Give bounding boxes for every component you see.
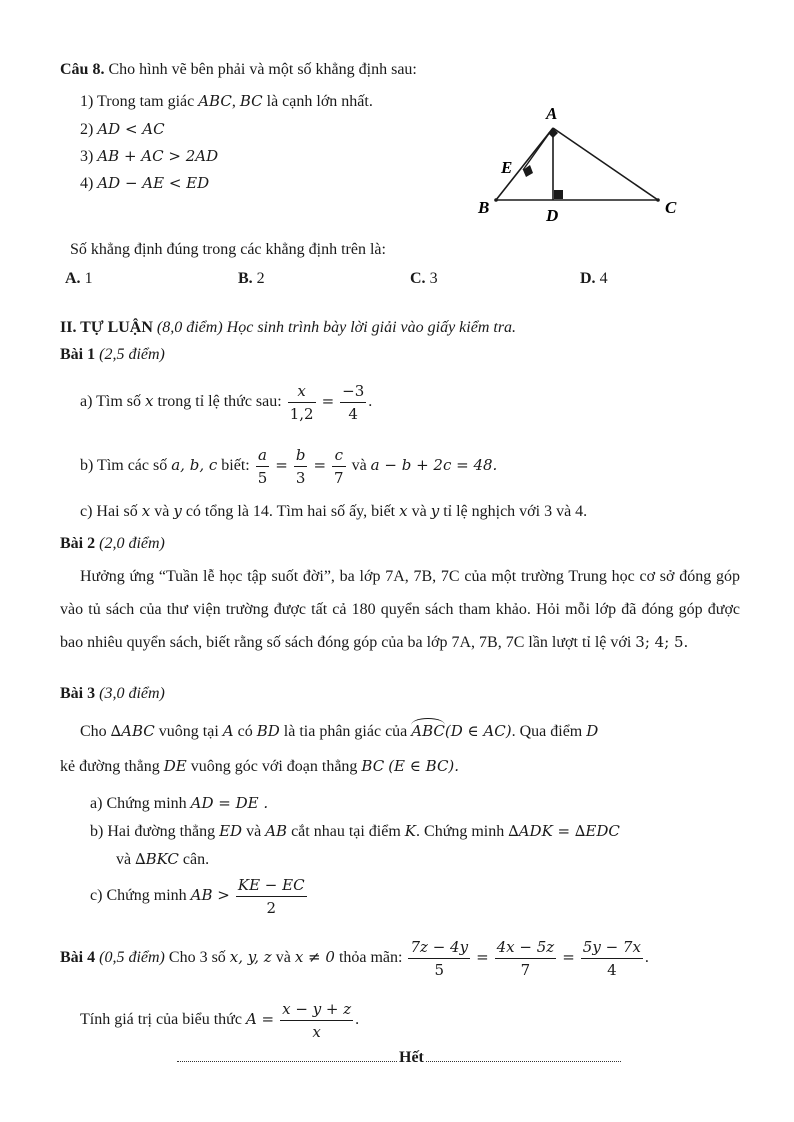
footer-dots-left (177, 1061, 397, 1062)
bai1-points: (2,5 điểm) (99, 346, 165, 363)
bai3-heading (60, 684, 165, 703)
bai3-a: a) Chứng minh AD = DE . (90, 794, 269, 812)
bai3-title: Bài 3 (60, 685, 96, 702)
bai4-line1: Bài 4 (0,5 điểm) Cho 3 số x, y, z và x ≠ 0 thỏa mãn: $\frac{7z - 4y}{5}$ = $\frac{4x - 5z}{7}$ = $\frac{5y - 7x}{4}$ . (60, 938, 649, 979)
option-b-value: 2 (256, 270, 265, 287)
bai3-c-frac: $\frac{KE - EC}{2}$ (237, 876, 305, 917)
q8-s1-triangle: ABC (198, 92, 232, 110)
option-b-letter: B. (238, 270, 253, 287)
label-a: A (546, 104, 558, 123)
bai2-text: Hưởng ứng “Tuần lễ học tập suốt đời”, ba lớp 7A, 7B, 7C của một trường Trung học cơ sở đóng góp vào tủ sách của thư viện trường được tất cả 180 quyển sách tham khảo. Hỏi mỗi lớp đã đóng góp được bao nhiêu quyển sách, biết rằng số sách đóng góp của ba lớp 7A, 7B, 7C lần lượt tỉ lệ với (60, 568, 740, 651)
option-a-value: 1 (84, 270, 93, 287)
bai4-title: Bài 4 (60, 949, 96, 967)
bai1-heading (60, 345, 165, 364)
bai3-points: (3,0 điểm) (99, 685, 165, 702)
q8-option-b[interactable] (238, 269, 265, 288)
q8-option-d[interactable] (580, 269, 608, 288)
point-c (656, 198, 660, 202)
bai4-frac1: $\frac{7z - 4y}{5}$ (410, 938, 469, 979)
bai1-a-frac2: $\frac{-3}{4}$ (342, 382, 365, 423)
segment-de (523, 128, 553, 170)
q8-statement-3 (80, 147, 218, 166)
q8-s3-num: 3) (80, 148, 94, 165)
bai2-ratio: 3; 4; 5. (635, 633, 689, 651)
triangle-figure (468, 95, 698, 230)
bai2-title: Bài 2 (60, 535, 96, 552)
bai1-a-frac1: $\frac{x}{1,2}$ (289, 382, 314, 423)
q8-option-a[interactable] (65, 269, 93, 288)
bai1-b-cond: a − b + 2c = 48. (370, 456, 498, 475)
q8-heading: Câu 8. (60, 61, 105, 78)
bai2-points: (2,0 điểm) (99, 535, 165, 552)
label-d: D (546, 206, 559, 225)
point-b (494, 198, 498, 202)
bai1-b-vars: a, b, c (171, 456, 218, 475)
part2-note: (8,0 điểm) Học sinh trình bày lời giải vào giấy kiểm tra. (156, 319, 517, 336)
bai1-a (80, 382, 372, 423)
bai4-frac2: $\frac{4x - 5z}{7}$ (496, 938, 555, 979)
bai3-line2: kẻ đường thẳng DE vuông góc với đoạn thẳng BC (E ∈ BC). (60, 757, 460, 775)
q8-s1-text: 1) Trong tam giác (80, 93, 195, 110)
bai3-c: c) Chứng minh AB > $\frac{KE - EC}{2}$ (90, 876, 305, 917)
q8-s1-side: BC (239, 92, 263, 110)
bai1-a-eq: = (321, 392, 335, 411)
label-c: C (665, 198, 677, 217)
bai1-a-text: a) Tìm số (80, 393, 142, 411)
option-a-letter: A. (65, 270, 81, 287)
bai1-title: Bài 1 (60, 346, 96, 363)
angle-abc: ABC (411, 722, 445, 740)
q8-prompt: Cho hình vẽ bên phải và một số khẳng định sau: (108, 61, 417, 78)
footer-dots-right (426, 1061, 621, 1062)
option-c-letter: C. (410, 270, 426, 287)
bai1-b-and: và (351, 457, 367, 475)
q8-s1-post: là cạnh lớn nhất. (266, 93, 373, 110)
bai1-b-frac1: $\frac{a}{5}$ (257, 446, 268, 487)
bai4-A-frac: $\frac{x - y + z}{x}$ (282, 1000, 352, 1041)
bai4-line2: Tính giá trị của biểu thức A = $\frac{x - y + z}{x}$ . (80, 1000, 360, 1041)
bai1-c: c) Hai số x và y có tổng là 14. Tìm hai số ấy, biết x và y tỉ lệ nghịch với 3 và 4. (80, 502, 588, 520)
bai1-b-frac3: $\frac{c}{7}$ (334, 446, 344, 487)
q8-s2-num: 2) (80, 121, 94, 138)
bai2-body (60, 560, 740, 659)
q8-statement-2 (80, 120, 165, 139)
option-c-value: 3 (429, 270, 438, 287)
bai4-points: (0,5 điểm) (99, 949, 165, 967)
bai1-a-end: . (368, 393, 373, 411)
bai1-b-frac2: $\frac{b}{3}$ (295, 446, 306, 487)
q8-statement-4 (80, 174, 209, 193)
bai1-b-text2: biết: (221, 457, 250, 475)
q8-s2-math: AD < AC (97, 120, 165, 138)
option-d-letter: D. (580, 270, 596, 287)
footer-end (175, 1048, 623, 1067)
bai1-a-text2: trong tỉ lệ thức sau: (157, 393, 282, 411)
bai1-a-var: x (145, 392, 154, 411)
part2-heading (60, 318, 516, 337)
right-angle-mark-d (554, 190, 563, 199)
q8-s4-math: AD − AE < ED (97, 174, 210, 192)
bai1-b: b) Tìm các số a, b, c biết: $\frac{a}{5}$ = $\frac{b}{3}$ = $\frac{c}{7}$ và a − b + 2c = 48. (80, 446, 498, 487)
q8-option-c[interactable] (410, 269, 438, 288)
option-d-value: 4 (599, 270, 608, 287)
q8-s3-math: AB + AC > 2AD (97, 147, 219, 165)
bai2-heading (60, 534, 165, 553)
bai4-frac3: $\frac{5y - 7x}{4}$ (582, 938, 641, 979)
q8-prompt-line (60, 60, 417, 79)
bai1-b-text: b) Tìm các số (80, 457, 168, 475)
bai3-b2: và ∆BKC cân. (116, 850, 210, 868)
q8-question: Số khẳng định đúng trong các khẳng định trên là: (70, 241, 386, 258)
bai3-b: b) Hai đường thẳng ED và AB cắt nhau tại điểm K. Chứng minh ∆ADK = ∆EDC (90, 822, 620, 840)
part2-label: II. TỰ LUẬN (60, 319, 153, 336)
side-ac (553, 128, 658, 200)
label-e: E (501, 158, 513, 177)
q8-s4-num: 4) (80, 175, 94, 192)
bai3-line1: Cho ∆ABC vuông tại A có BD là tia phân giác của ABC(D ∈ AC). Qua điểm D (80, 722, 599, 740)
q8-s1-sep: , (231, 93, 236, 110)
label-b: B (478, 198, 490, 217)
q8-statement-1 (80, 92, 373, 111)
footer-end-label: Hết (399, 1049, 424, 1066)
